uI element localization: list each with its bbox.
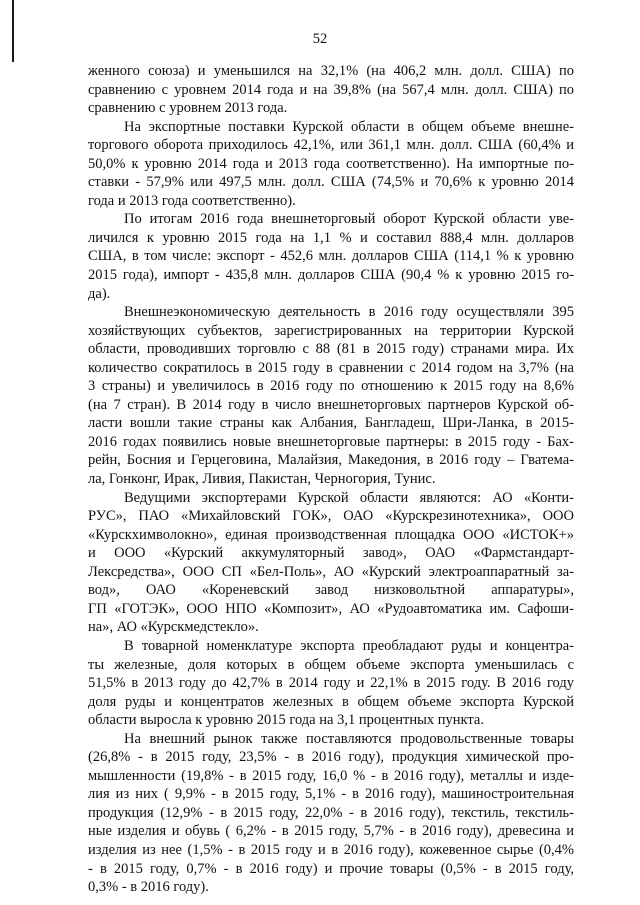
text-line: 2016 годах появились новые внешнеторговые партнеры: в 2015 году - Бах- [88, 433, 574, 450]
text-line: вод», ОАО «Кореневский завод низковольтной аппаратуры», [88, 582, 574, 599]
text-line: года и 2013 года соответственно). [88, 192, 296, 209]
text-line: - в 2015 году, 0,7% - в 2016 году) и прочие товары (0,5% - в 2015 году, [88, 860, 574, 877]
text-line: и ООО «Курский аккумуляторный завод», ОАО «Фармстандарт- [88, 545, 574, 562]
text-line: «Курскхимволокно», единая производственная площадка ООО «ИСТОК+» [88, 526, 574, 543]
text-line: сравнению с уровнем 2013 года. [88, 100, 288, 117]
text-line: 3 страны) и увеличилось в 2016 году по отношению к 2015 году на 8,6% [88, 378, 574, 395]
text-line: (26,8% - в 2015 году, 23,5% - в 2016 году), продукция химической про- [88, 749, 574, 766]
text-line: 0,3% - в 2016 году). [88, 879, 209, 896]
text-line: На экспортные поставки Курской области в общем объеме внешне- [124, 118, 574, 135]
text-line: да). [88, 285, 111, 302]
text-line: продукция (12,9% - в 2015 году, 22,0% - в 2016 году), текстиль, текстиль- [88, 804, 574, 821]
text-line: ты железные, доля которых в общем объеме экспорта уменьшилась с [88, 656, 574, 673]
text-line: мышленности (19,8% - в 2015 году, 16,0 % - в 2016 году), металлы и изде- [88, 767, 574, 784]
body-text [88, 62, 574, 897]
paragraph [88, 730, 574, 897]
text-line: хозяйствующих субъектов, зарегистрированных на территории Курской [88, 322, 574, 339]
text-line: количество сократилось в 2015 году в сравнении с 2014 годом на 3,7% (на [88, 359, 574, 376]
text-line: РУС», ПАО «Михайловский ГОК», ОАО «Курскрезинотехника», ООО [88, 508, 574, 525]
text-line: области выросла к уровню 2015 года на 3,1 процентных пункта. [88, 712, 484, 729]
text-line: Ведущими экспортерами Курской области являются: АО «Конти- [124, 489, 574, 506]
text-line: сравнению с уровнем 2014 года и на 39,8% (на 567,4 млн. долл. США) по [88, 81, 574, 98]
paragraph [88, 637, 574, 730]
text-line: лия из них ( 9,9% - в 2015 году, 5,1% - в 2016 году), машиностроительная [88, 786, 574, 803]
text-line: В товарной номенклатуре экспорта преобладают руды и концентра- [124, 637, 574, 654]
paragraph [88, 62, 574, 118]
text-line: изделия из нее (1,5% - в 2015 году и в 2016 году), кожевенное сырье (0,4% [88, 841, 574, 858]
text-line: женного союза) и уменьшился на 32,1% (на 406,2 млн. долл. США) по [88, 63, 574, 79]
text-line: По итогам 2016 года внешнеторговый оборот Курской области уве- [124, 211, 574, 228]
paragraph [88, 210, 574, 303]
text-line: рейн, Босния и Герцеговина, Малайзия, Македония, в 2016 году – Гватема- [88, 452, 574, 469]
text-line: ласти вошли такие страны как Албания, Бангладеш, Шри-Ланка, в 2015- [88, 415, 574, 432]
text-line: На внешний рынок также поставляются продовольственные товары [124, 730, 574, 747]
text-line: ные изделия и обувь ( 6,2% - в 2015 году, 5,7% - в 2016 году), древесина и [88, 823, 574, 840]
text-line: 2015 года), импорт - 435,8 млн. долларов США (90,4 % к уровню 2015 го- [88, 267, 574, 284]
text-line: личился к уровню 2015 года на 1,1 % и составил 888,4 млн. долларов [88, 229, 574, 246]
text-line: Внешнеэкономическую деятельность в 2016 году осуществляли 395 [124, 304, 574, 321]
paragraph [88, 303, 574, 488]
text-line: области, проводивших торговлю с 88 (81 в 2015 году) странами мира. Их [88, 341, 574, 358]
text-line: ла, Гонконг, Ирак, Ливия, Пакистан, Черногория, Тунис. [88, 471, 436, 488]
text-line: 51,5% в 2013 году до 42,7% в 2014 году и 22,1% в 2015 году. В 2016 году [88, 675, 574, 692]
text-line: на», АО «Курскмедстекло». [88, 619, 259, 636]
text-line: ГП «ГОТЭК», ООО НПО «Композит», АО «Рудоавтоматика им. Сафоши- [88, 600, 574, 617]
text-line: доля руды и концентратов железных в общем объеме экспорта Курской [88, 693, 574, 710]
text-line: Лексредства», ООО СП «Бел-Поль», АО «Курский электроаппаратный за- [88, 563, 574, 580]
text-line: США, в том числе: экспорт - 452,6 млн. долларов США (114,1 % к уровню [88, 248, 574, 265]
text-line: 50,0% к уровню 2014 года и 2013 года соответственно). На импортные по- [88, 155, 574, 172]
page-number: 52 [312, 31, 328, 47]
paragraph [88, 118, 574, 211]
text-line: торгового оборота приходилось 42,1%, или 361,1 млн. долл. США (60,4% и [88, 137, 574, 154]
text-line: (на 7 стран). В 2014 году в число внешнеторговых партнеров Курской об- [88, 396, 574, 413]
paragraph [88, 489, 574, 637]
text-line: ставки - 57,9% или 497,5 млн. долл. США (74,5% и 70,6% к уровню 2014 [88, 174, 574, 191]
